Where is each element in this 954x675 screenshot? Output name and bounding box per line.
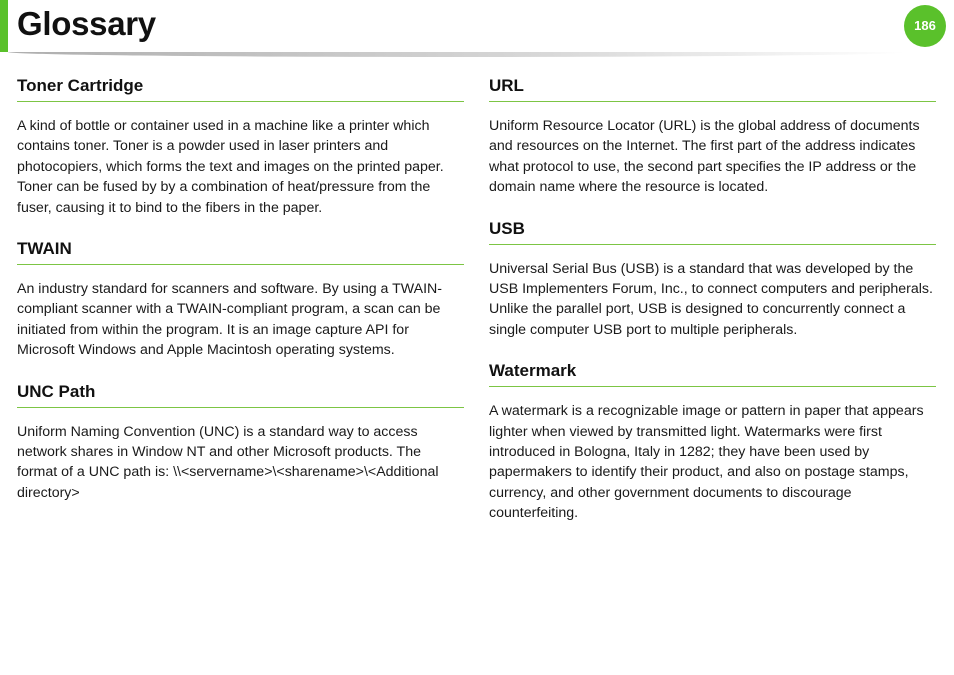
entry-term: TWAIN (17, 237, 464, 265)
header-accent-bar (0, 0, 8, 52)
glossary-entry-usb (489, 217, 936, 341)
entry-definition: Universal Serial Bus (USB) is a standard that was developed by the USB Implementers Forum, Inc., to connect computers and peripherals. Unlike the parallel port, USB is designed to concurrently connect a single computer USB port to multiple peripherals. (489, 260, 933, 338)
entry-term: URL (489, 74, 936, 102)
entry-term: Watermark (489, 359, 936, 387)
page-title: Glossary (17, 5, 156, 42)
right-column (489, 74, 936, 543)
entry-definition: Uniform Resource Locator (URL) is the global address of documents and resources on the Internet. The first part of the address indicates what protocol to use, the second part specifies the IP address or the domain name where the resource is located. (489, 118, 920, 196)
entry-definition: An industry standard for scanners and software. By using a TWAIN-compliant scanner with a TWAIN-compliant program, a scan can be initiated from within the program. It is an image capture API for Microsoft Windows and Apple Macintosh operating systems. (17, 281, 443, 359)
glossary-entry-twain (17, 237, 464, 361)
entry-definition: Uniform Naming Convention (UNC) is a standard way to access network shares in Window NT and other Microsoft products. The format of a UNC path is: \\<servername>\<sharename>\<Additional directory> (17, 423, 439, 501)
entry-term: USB (489, 217, 936, 245)
glossary-entry-toner-cartridge (17, 74, 464, 218)
glossary-entry-url (489, 74, 936, 198)
entry-term: UNC Path (17, 380, 464, 408)
entry-term: Toner Cartridge (17, 74, 464, 102)
glossary-entry-watermark (489, 359, 936, 523)
header-divider (8, 52, 908, 57)
entry-definition: A kind of bottle or container used in a machine like a printer which contains toner. Toner is a powder used in laser printers and photocopiers, which forms the text and images on the printed paper. Toner can be fused by by a combination of heat/pressure from the fuser, causing it to bind to the fibers in the paper. (17, 118, 444, 216)
page-number-badge: 186 (904, 5, 946, 47)
entry-definition: A watermark is a recognizable image or pattern in paper that appears lighter when viewed by transmitted light. Watermarks were first introduced in Bologna, Italy in 1282; they have been used by papermakers to identify their product, and also on postage stamps, currency, and other government documents to discourage counterfeiting. (489, 403, 924, 522)
left-column (17, 74, 464, 522)
glossary-entry-unc-path (17, 380, 464, 504)
